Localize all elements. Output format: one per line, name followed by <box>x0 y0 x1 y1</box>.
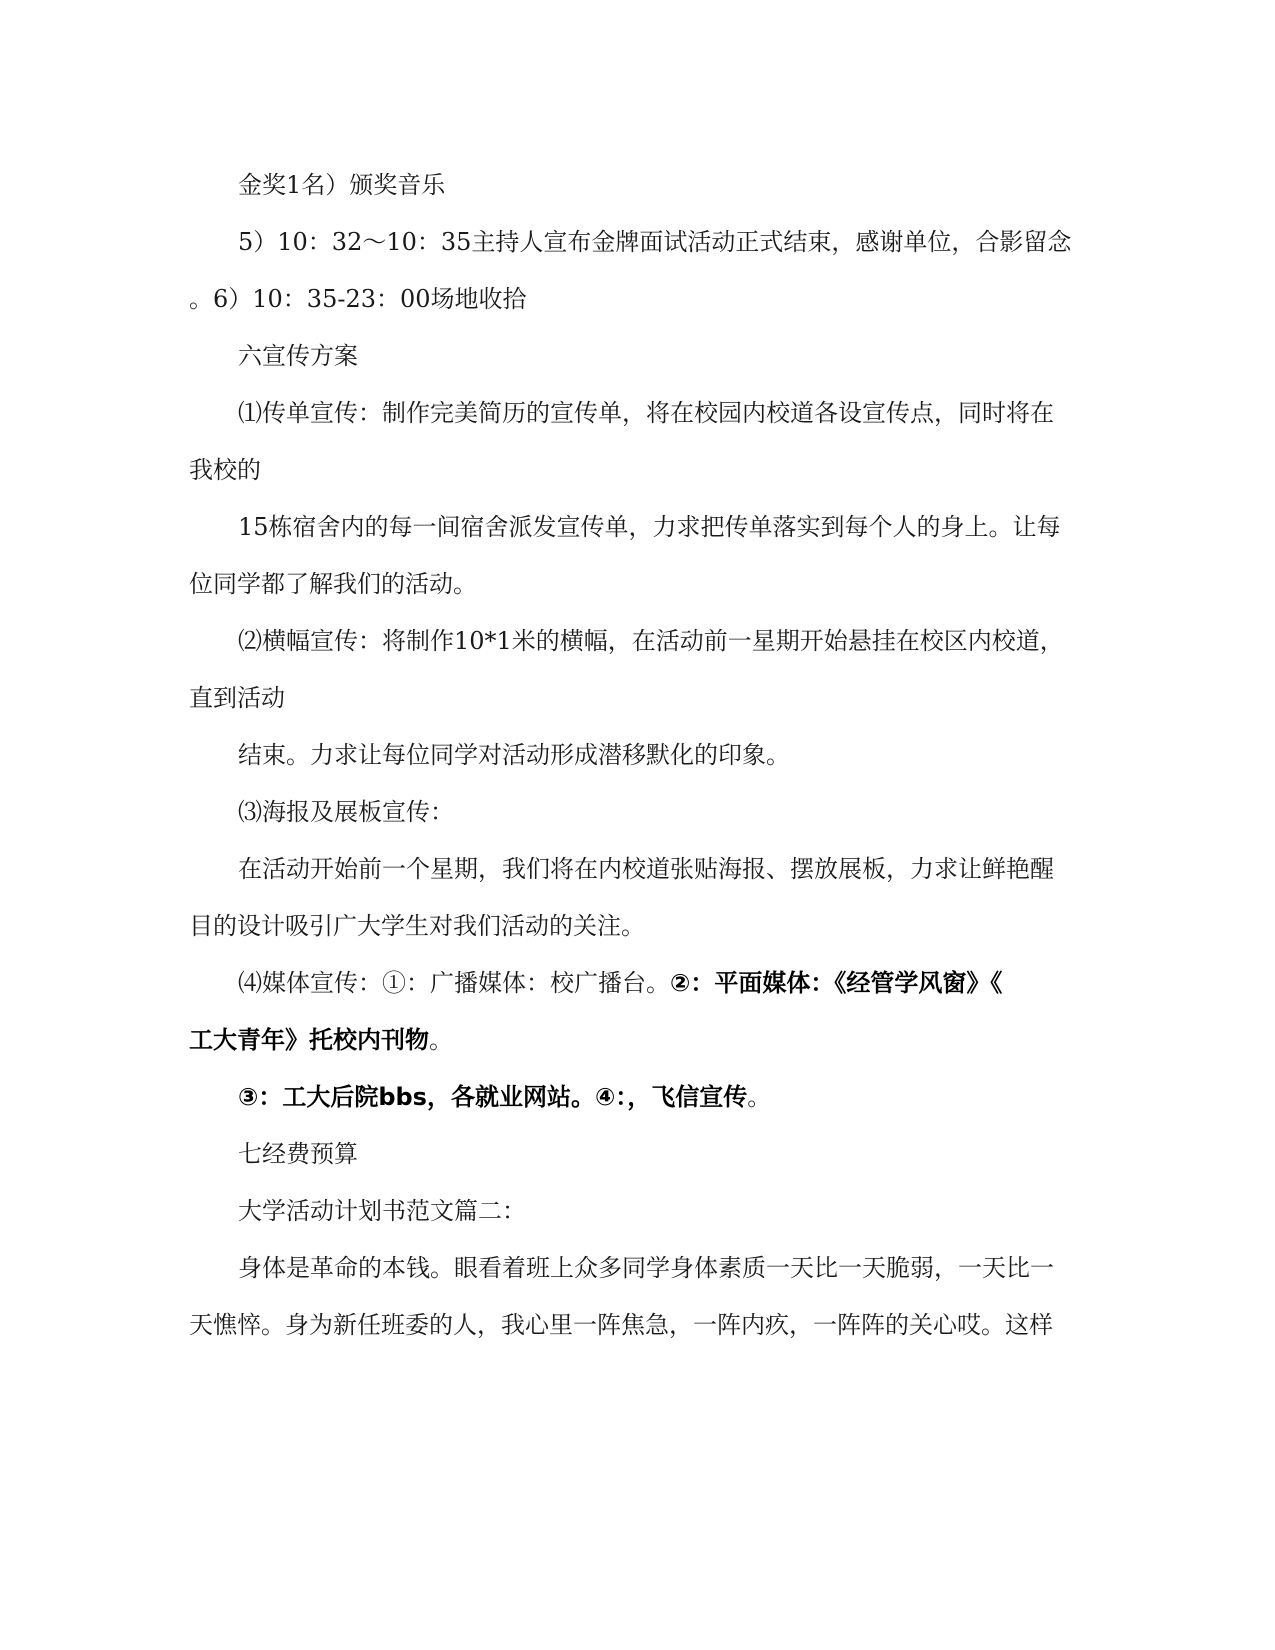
text-line: 。6）10：35-23：00场地收拾 <box>189 285 527 313</box>
bold-text-span: ③：工大后院bbs，各就业网站。④：，飞信宣传 <box>238 1083 748 1111</box>
section-heading: 大学活动计划书范文篇二： <box>238 1197 526 1225</box>
bold-text-span: 工大青年》托校内刊物 <box>189 1026 429 1054</box>
text-line: 直到活动 <box>189 684 285 712</box>
bold-text-span: ②：平面媒体：《经管学风窗》《 <box>670 969 1003 997</box>
text-line: 5）10：32～10：35主持人宣布金牌面试活动正式结束，感谢单位，合影留念 <box>238 228 1072 256</box>
text-line: 位同学都了解我们的活动。 <box>189 570 477 598</box>
text-line: ⑶海报及展板宣传： <box>238 798 454 826</box>
text-line <box>189 1025 1089 1055</box>
text-span: 。 <box>747 1083 772 1111</box>
text-line: 金奖1名）颁奖音乐 <box>238 171 446 199</box>
text-line: 我校的 <box>189 456 261 484</box>
text-line: 目的设计吸引广大学生对我们活动的关注。 <box>189 912 645 940</box>
text-line: 15栋宿舍内的每一间宿舍派发宣传单，力求把传单落实到每个人的身上。让每 <box>238 513 1061 541</box>
text-line: 天憔悴。身为新任班委的人，我心里一阵焦急，一阵内疚，一阵阵的关心哎。这样 <box>189 1311 1053 1339</box>
text-line: ⑴传单宣传：制作完美简历的宣传单，将在校园内校道各设宣传点，同时将在 <box>238 399 1054 427</box>
text-line: ⑵横幅宣传：将制作10*1米的横幅，在活动前一星期开始悬挂在校区内校道， <box>238 627 1064 655</box>
text-line: 结束。力求让每位同学对活动形成潜移默化的印象。 <box>238 741 790 769</box>
section-heading: 七经费预算 <box>238 1140 358 1168</box>
text-line: 身体是革命的本钱。眼看着班上众多同学身体素质一天比一天脆弱，一天比一 <box>238 1254 1054 1282</box>
text-span: 。 <box>429 1026 453 1054</box>
text-line: 在活动开始前一个星期，我们将在内校道张贴海报、摆放展板，力求让鲜艳醒 <box>238 855 1054 883</box>
section-heading: 六宣传方案 <box>238 342 358 370</box>
text-line <box>238 1082 1138 1112</box>
text-line <box>238 968 1138 998</box>
text-span: ⑷媒体宣传：①：广播媒体：校广播台。 <box>238 969 670 997</box>
